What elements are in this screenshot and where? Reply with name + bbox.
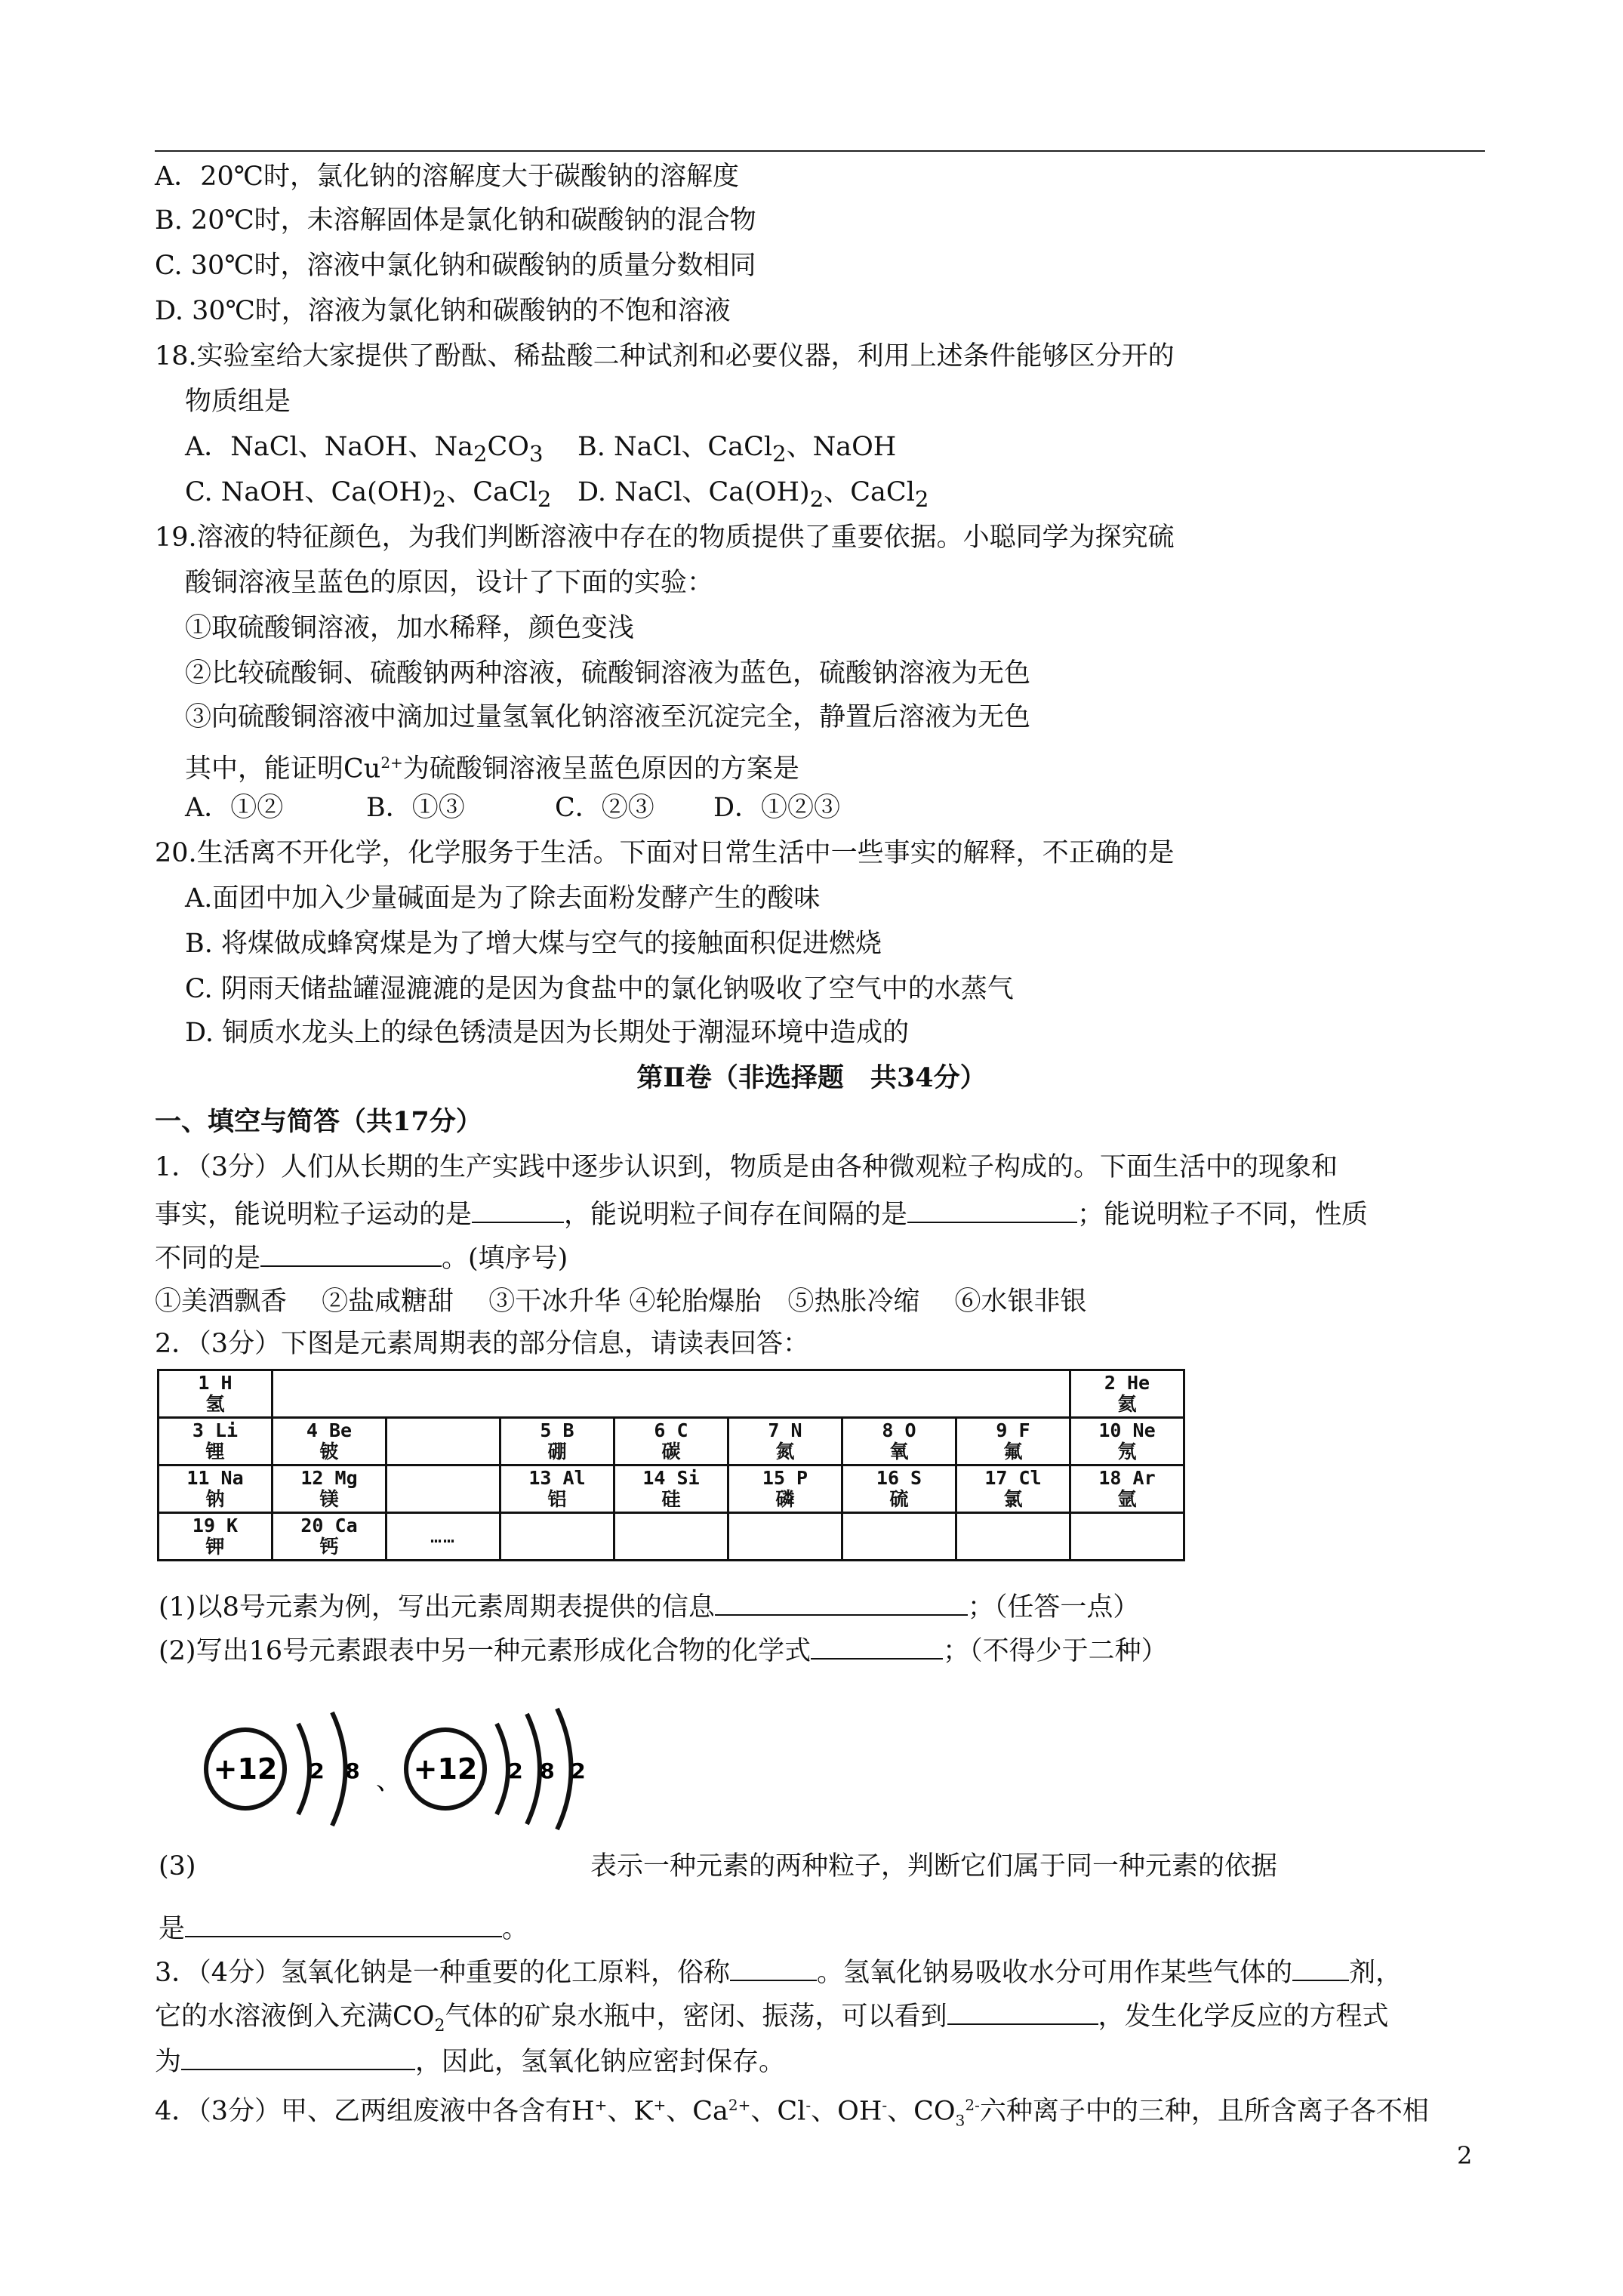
element-cell: 5 B 硼 xyxy=(500,1418,614,1465)
header-rule xyxy=(155,150,1485,152)
element-cell: 12 Mg 镁 xyxy=(273,1465,387,1513)
q20-option-d: D. 铜质水龙头上的绿色锈渍是因为长期处于潮湿环境中造成的 xyxy=(185,1018,910,1048)
q19-stem-line1: 19.溶液的特征颜色，为我们判断溶液中存在的物质提供了重要依据。小聪同学为探究硫 xyxy=(155,522,1175,553)
element-cell: 14 Si 硅 xyxy=(614,1465,728,1513)
p2-blank-basis[interactable] xyxy=(185,1910,502,1937)
element-cell: 17 Cl 氯 xyxy=(956,1465,1070,1513)
q18-option-c: C. NaOH、$Ca(OH)_2$、CaCl$_2$ xyxy=(185,477,552,512)
q20-option-c: C. 阴雨天储盐罐湿漉漉的是因为食盐中的氯化钠吸收了空气中的水蒸气 xyxy=(185,974,1014,1004)
q18-option-b: B. NaCl、CaCl$_2$、NaOH xyxy=(577,432,897,467)
p2-blank-info[interactable] xyxy=(715,1589,968,1616)
atom-2-shell-2: 8 xyxy=(540,1758,555,1783)
element-cell xyxy=(387,1370,500,1418)
q19-option-a: A．①② xyxy=(185,793,284,823)
q17-option-d: D. 30℃时，溶液为氯化钠和碳酸钠的不饱和溶液 xyxy=(155,296,731,326)
p2-sub2: (2)写出16号元素跟表中另一种元素形成化合物的化学式 ；（不得少于二种） xyxy=(159,1632,1168,1668)
element-cell: 11 Na 钠 xyxy=(159,1465,273,1513)
page-number: 2 xyxy=(1457,2141,1473,2170)
p1-blank-gap[interactable] xyxy=(907,1196,1077,1223)
periodic-table-row xyxy=(159,1370,1184,1418)
atom-2-shell-3: 2 xyxy=(571,1758,586,1783)
element-cell xyxy=(728,1370,842,1418)
p2-blank-formula[interactable] xyxy=(811,1632,943,1660)
atom-1-shell-2: 8 xyxy=(345,1758,360,1783)
atom-1 xyxy=(206,1712,360,1826)
atom-2 xyxy=(406,1709,586,1829)
p4-line1: 4．（3分）甲、乙两组废液中各含有H+、K+、$Ca^{2+}$、Cl-、OH-、$CO_3^{2-}$六种离子中的三种，且所含离子各不相 xyxy=(155,2096,1429,2130)
element-cell: 15 P 磷 xyxy=(728,1465,842,1513)
p1-blank-different[interactable] xyxy=(260,1240,442,1267)
q19-option-d: D．①②③ xyxy=(713,793,841,823)
q18-stem-line2: 物质组是 xyxy=(185,387,291,417)
p3-line2: 它的水溶液倒入充满$CO_2$气体的矿泉水瓶中，密闭、振荡，可以看到 ，发生化学反应的方程式 xyxy=(155,1998,1389,2043)
element-cell: 1 H 氢 xyxy=(159,1370,273,1418)
element-cell xyxy=(387,1418,500,1465)
element-cell: 19 K 钾 xyxy=(159,1513,273,1561)
atom-2-shell-1: 2 xyxy=(508,1758,523,1783)
periodic-table xyxy=(157,1369,1185,1561)
p2-sub1: (1)以8号元素为例，写出元素周期表提供的信息 ；（任答一点） xyxy=(159,1589,1139,1624)
element-cell xyxy=(500,1370,614,1418)
atom-2-nucleus: +12 xyxy=(413,1752,478,1786)
element-cell: 4 Be 铍 xyxy=(273,1418,387,1465)
q19-experiment-2: ②比较硫酸铜、硫酸钠两种溶液，硫酸铜溶液为蓝色，硫酸钠溶液为无色 xyxy=(185,658,1031,689)
element-cell: 3 Li 锂 xyxy=(159,1418,273,1465)
p1-line3: 不同的是 。(填序号) xyxy=(155,1240,568,1275)
element-cell: …… xyxy=(387,1513,500,1561)
q17-option-a: A．20℃时，氯化钠的溶解度大于碳酸钠的溶解度 xyxy=(155,162,739,192)
element-cell xyxy=(387,1465,500,1513)
element-cell: 2 He 氦 xyxy=(1070,1370,1184,1418)
section1-title: 一、填空与简答（共17分） xyxy=(155,1106,482,1137)
p1-line2: 事实，能说明粒子运动的是 ，能说明粒子间存在间隔的是 ；能说明粒子不同，性质 xyxy=(155,1196,1368,1231)
atom-1-shell-1: 2 xyxy=(310,1758,325,1783)
element-cell xyxy=(956,1370,1070,1418)
q20-option-a: A.面团中加入少量碱面是为了除去面粉发酵产生的酸味 xyxy=(185,883,821,914)
p3-blank-common-name[interactable] xyxy=(730,1954,817,1981)
q20-stem: 20.生活离不开化学，化学服务于生活。下面对日常生活中一些事实的解释，不正确的是 xyxy=(155,838,1175,868)
q18-option-a: A．NaCl、NaOH、$Na_2CO_3$ xyxy=(185,432,544,467)
p3-blank-agent[interactable] xyxy=(1292,1954,1349,1981)
element-cell: 9 F 氟 xyxy=(956,1418,1070,1465)
p2-sub3-end: 是 。 xyxy=(159,1910,528,1946)
element-cell xyxy=(614,1513,728,1561)
element-cell: 7 N 氮 xyxy=(728,1418,842,1465)
periodic-table-row xyxy=(159,1418,1184,1465)
q19-experiment-1: ①取硫酸铜溶液，加水稀释，颜色变浅 xyxy=(185,613,635,643)
element-cell xyxy=(842,1370,956,1418)
q17-option-b: B. 20℃时，未溶解固体是氯化钠和碳酸钠的混合物 xyxy=(155,205,756,236)
q18-stem-line1: 18.实验室给大家提供了酚酞、稀盐酸二种试剂和必要仪器，利用上述条件能够区分开的 xyxy=(155,341,1175,371)
p3-blank-equation[interactable] xyxy=(181,2043,415,2070)
p3-blank-observation[interactable] xyxy=(947,1998,1098,2025)
element-cell xyxy=(956,1513,1070,1561)
part2-title: 第Ⅱ卷（非选择题 共34分） xyxy=(636,1062,987,1093)
p2-stem: 2．（3分）下图是元素周期表的部分信息，请读表回答： xyxy=(155,1329,810,1359)
atom-structure-diagram xyxy=(196,1705,604,1833)
p2-sub3-number: (3) xyxy=(159,1851,196,1881)
p1-line1: 1．（3分）人们从长期的生产实践中逐步认识到，物质是由各种微观粒子构成的。下面生活中的现象和 xyxy=(155,1152,1338,1182)
p3-line1: 3．（4分）氢氧化钠是一种重要的化工原料，俗称 。氢氧化钠易吸收水分可用作某些气体的 剂， xyxy=(155,1954,1402,1989)
element-cell xyxy=(614,1370,728,1418)
element-cell xyxy=(500,1513,614,1561)
element-cell xyxy=(728,1513,842,1561)
periodic-table-row xyxy=(159,1513,1184,1561)
element-cell xyxy=(273,1370,387,1418)
element-cell xyxy=(842,1513,956,1561)
q19-option-c: C．②③ xyxy=(555,793,654,823)
element-cell: 16 S 硫 xyxy=(842,1465,956,1513)
element-cell: 8 O 氧 xyxy=(842,1418,956,1465)
element-cell: 10 Ne 氖 xyxy=(1070,1418,1184,1465)
atom-separator: 、 xyxy=(376,1766,402,1796)
p1-blank-motion[interactable] xyxy=(472,1196,564,1223)
q20-option-b: B. 将煤做成蜂窝煤是为了增大煤与空气的接触面积促进燃烧 xyxy=(185,929,882,959)
q18-option-d: D. NaCl、$Ca(OH)_2$、CaCl$_2$ xyxy=(577,477,929,512)
element-cell xyxy=(1070,1513,1184,1561)
q17-option-c: C. 30℃时，溶液中氯化钠和碳酸钠的质量分数相同 xyxy=(155,251,756,281)
q19-experiment-3: ③向硫酸铜溶液中滴加过量氢氧化钠溶液至沉淀完全，静置后溶液为无色 xyxy=(185,702,1031,732)
p3-line3: 为 ，因此，氢氧化钠应密封保存。 xyxy=(155,2043,785,2079)
p2-sub3-text: 表示一种元素的两种粒子，判断它们属于同一种元素的依据 xyxy=(590,1851,1278,1881)
element-cell: 6 C 碳 xyxy=(614,1418,728,1465)
element-cell: 13 Al 铝 xyxy=(500,1465,614,1513)
periodic-table-row xyxy=(159,1465,1184,1513)
q19-question: 其中，能证明$Cu^{2+}$为硫酸铜溶液呈蓝色原因的方案是 xyxy=(185,754,799,784)
q19-stem-line2: 酸铜溶液呈蓝色的原因，设计了下面的实验： xyxy=(185,568,714,598)
q19-option-b: B．①③ xyxy=(366,793,465,823)
atom-1-nucleus: +12 xyxy=(213,1752,278,1786)
element-cell: 20 Ca 钙 xyxy=(273,1513,387,1561)
p1-items: ①美酒飘香 ②盐咸糖甜 ③干冰升华 ④轮胎爆胎 ⑤热胀冷缩 ⑥水银非银 xyxy=(155,1287,1087,1317)
element-cell: 18 Ar 氩 xyxy=(1070,1465,1184,1513)
